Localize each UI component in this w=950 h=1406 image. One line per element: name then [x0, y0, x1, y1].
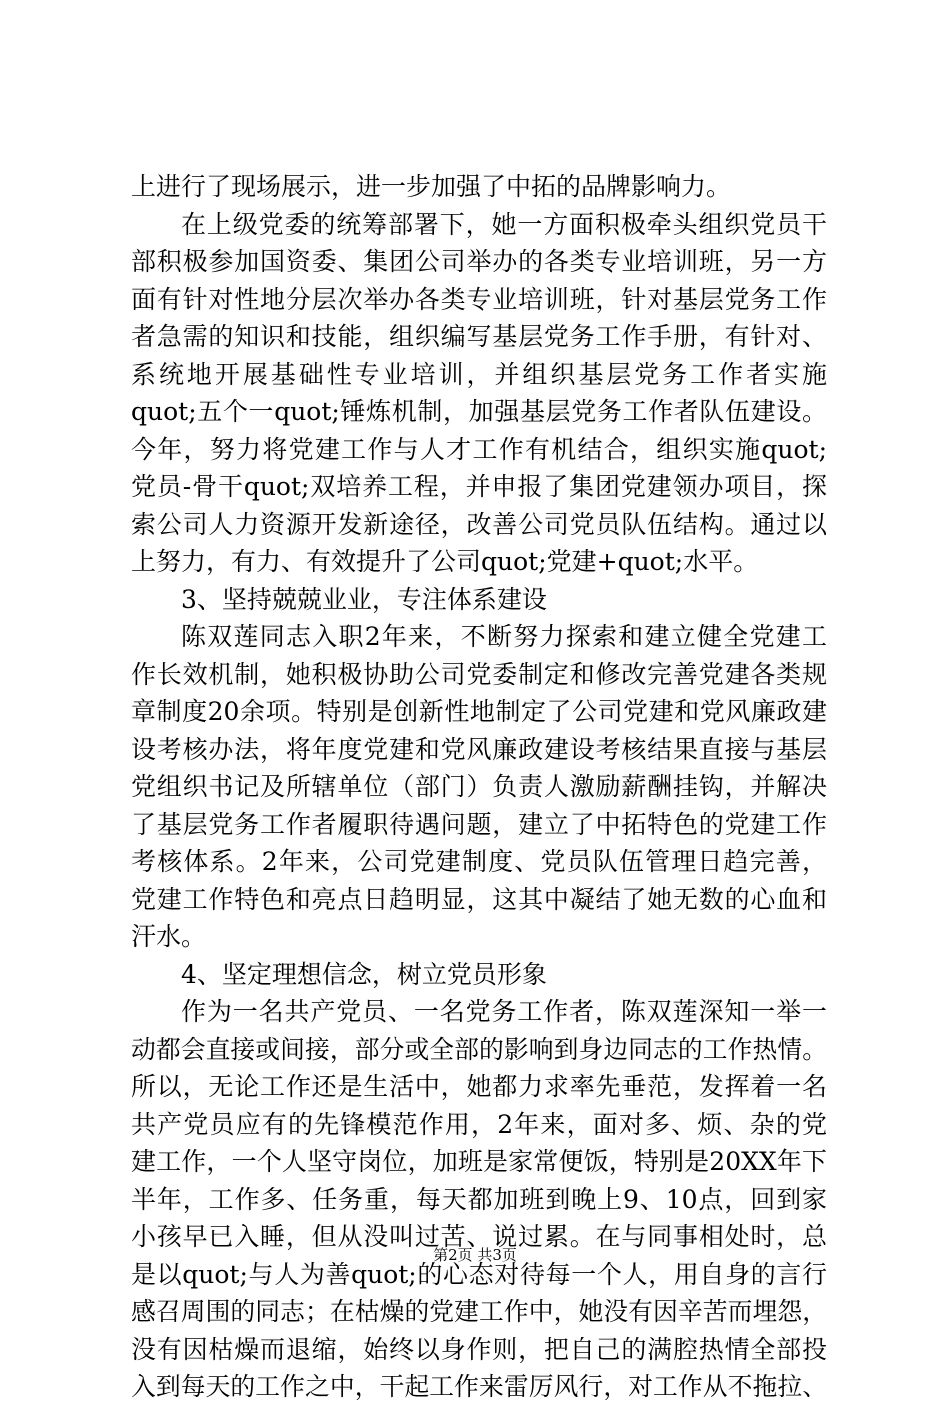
- text-line: 没有因枯燥而退缩，始终以身作则，把自己的满腔热情全部投: [131, 1334, 827, 1364]
- text-line: 考核体系。2年来，公司党建制度、党员队伍管理日趋完善，: [131, 847, 827, 876]
- text-line: 所以，无论工作还是生活中，她都力求率先垂范，发挥着一名: [131, 1072, 827, 1101]
- page-footer: 第2页 共3页: [433, 1246, 517, 1264]
- text-line: 半年，工作多、任务重，每天都加班到晚上9、10点，回到家: [131, 1184, 827, 1214]
- text-line: 作为一名共产党员、一名党务工作者，陈双莲深知一举一: [181, 997, 827, 1026]
- text-line: 党组织书记及所辖单位（部门）负责人激励薪酬挂钩，并解决: [131, 772, 827, 801]
- text-line: 陈双莲同志入职2年来，不断努力探索和建立健全党建工: [181, 622, 827, 651]
- text-line: quot;五个一quot;锤炼机制，加强基层党务工作者队伍建设。: [131, 397, 827, 426]
- text-line: 部积极参加国资委、集团公司举办的各类专业培训班，另一方: [131, 247, 827, 276]
- text-line: 作长效机制，她积极协助公司党委制定和修改完善党建各类规: [131, 659, 827, 689]
- text-line: 汗水。: [131, 922, 207, 951]
- text-line: 共产党员应有的先锋模范作用，2年来，面对多、烦、杂的党: [131, 1109, 827, 1139]
- text-line: 设考核办法，将年度党建和党风廉政建设考核结果直接与基层: [131, 734, 827, 764]
- text-line: 者急需的知识和技能，组织编写基层党务工作手册，有针对、: [131, 322, 827, 351]
- text-line: 上进行了现场展示，进一步加强了中拓的品牌影响力。: [131, 172, 732, 201]
- text-line: 是以quot;与人为善quot;的心态对待每一个人，用自身的言行: [131, 1259, 827, 1289]
- text-line: 4、坚定理想信念，树立党员形象: [181, 959, 547, 989]
- text-line: 感召周围的同志；在枯燥的党建工作中，她没有因辛苦而埋怨，: [131, 1297, 827, 1326]
- text-line: 小孩早已入睡，但从没叫过苦、说过累。在与同事相处时，总: [131, 1222, 827, 1251]
- text-line: 面有针对性地分层次举办各类专业培训班，针对基层党务工作: [131, 284, 827, 314]
- text-line: 在上级党委的统筹部署下，她一方面积极牵头组织党员干: [181, 209, 827, 239]
- text-line: 上努力，有力、有效提升了公司quot;党建+quot;水平。: [131, 547, 759, 576]
- text-line: 章制度20余项。特别是创新性地制定了公司党建和党风廉政建: [131, 697, 827, 726]
- text-line: 党员-骨干quot;双培养工程，并申报了集团党建领办项目，探: [131, 472, 827, 501]
- text-line: 建工作，一个人坚守岗位，加班是家常便饭，特别是20XX年下: [131, 1147, 827, 1176]
- text-line: 3、坚持兢兢业业，专注体系建设: [181, 584, 547, 614]
- text-line: 索公司人力资源开发新途径，改善公司党员队伍结构。通过以: [131, 509, 827, 539]
- text-line: 今年，努力将党建工作与人才工作有机结合，组织实施quot;: [131, 434, 827, 464]
- text-line: 党建工作特色和亮点日趋明显，这其中凝结了她无数的心血和: [131, 884, 827, 914]
- document-body: [131, 168, 827, 1406]
- text-line: 动都会直接或间接，部分或全部的影响到身边同志的工作热情。: [131, 1034, 827, 1064]
- text-line: 了基层党务工作者履职待遇问题，建立了中拓特色的党建工作: [131, 809, 827, 839]
- text-line: 入到每天的工作之中，干起工作来雷厉风行，对工作从不拖拉、: [131, 1372, 827, 1401]
- text-line: 系统地开展基础性专业培训，并组织基层党务工作者实施: [131, 359, 827, 389]
